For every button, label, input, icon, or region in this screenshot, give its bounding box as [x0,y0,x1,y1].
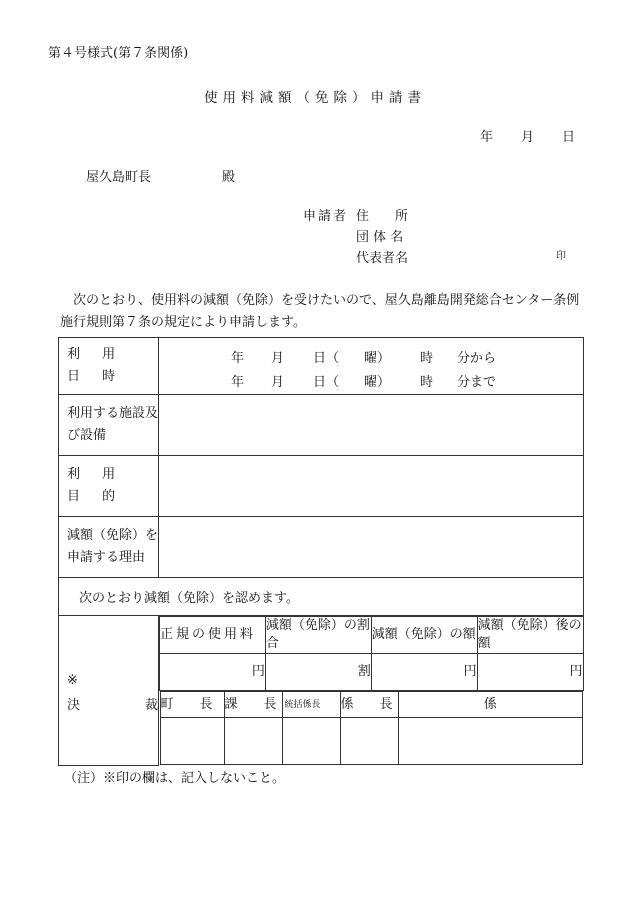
honorific: 殿 [222,170,236,185]
fee-unit-after[interactable]: 円 [477,654,583,691]
stamp-chief-supervisor[interactable] [282,718,340,765]
stamp-unit-chief[interactable] [340,718,398,765]
applicant-representative-label: 代表者名 [356,251,409,266]
applicant-address-label: 住 所 [356,209,409,224]
to-hour: 時 [420,375,434,390]
seal-mark: 印 [556,251,566,262]
purpose-row [59,456,584,517]
from-day: 日（ [313,351,340,366]
purpose-field[interactable] [159,456,584,517]
applicant-label: 申請者 [303,209,349,224]
facility-field[interactable] [159,395,584,456]
body-text: 次のとおり、使用料の減額（免除）を受けたいので、屋久島離島開発総合センター条例施行規則第７条の規定により申請します。 [60,293,580,330]
reason-row [59,517,584,578]
from-minute: 分から [457,351,497,366]
fee-header-regular: 正規の使用料 [160,617,266,654]
form-number: 第４号様式(第７条関係) [48,46,189,61]
decision-detail-cell [159,616,584,766]
date-year: 年 [480,130,494,145]
stamp-mayor[interactable] [160,718,224,765]
usage-datetime-cell[interactable] [159,338,584,395]
stamp-section-chief[interactable] [224,718,282,765]
fee-header-after: 減額（免除）後の額 [477,617,583,654]
reason-field[interactable] [159,517,584,578]
datetime-from-line [159,342,583,366]
usage-datetime-label: 利 用 日 時 [59,338,159,395]
fee-unit-amount[interactable]: 円 [371,654,477,691]
to-year: 年 [231,375,245,390]
to-month: 月 [271,375,285,390]
approver-section-chief: 課 長 [224,692,282,718]
decision-row [59,616,584,766]
purpose-label: 利 用 目 的 [59,456,159,517]
application-table [58,337,584,766]
to-minute: 分まで [457,375,497,390]
approver-chief-supervisor: 統括係長 [282,692,340,718]
fee-header-amount: 減額（免除）の額 [371,617,477,654]
from-hour: 時 [420,351,434,366]
reason-label: 減額（免除）を申請する理由 [59,517,159,578]
approver-table [160,691,584,765]
datetime-to-line [159,366,583,390]
from-month: 月 [271,351,285,366]
approval-text-row [59,578,584,616]
approver-unit-chief: 係 長 [340,692,398,718]
to-day: 日（ [313,375,340,390]
addressee: 屋久島町長 [86,170,152,185]
fee-unit-ratio[interactable]: 割 [265,654,371,691]
approval-text: 次のとおり減額（免除）を認めます。 [59,578,584,616]
fee-header-ratio: 減額（免除）の割合 [265,617,371,654]
footnote: （注）※印の欄は、記入しないこと。 [64,771,286,786]
date-day: 日 [562,130,576,145]
fee-unit-regular[interactable]: 円 [160,654,266,691]
decision-mark: ※ [67,673,78,688]
stamp-staff[interactable] [398,718,583,765]
fee-table [159,616,584,765]
facility-label: 利用する施設及び設備 [59,395,159,456]
applicant-organization-label: 団 体 名 [356,230,404,245]
decision-label: 決 裁 [67,698,159,713]
decision-label-cell [59,616,159,766]
document-title: 使用料減額（免除）申請書 [204,90,426,106]
date-month: 月 [521,130,535,145]
from-weekday: 曜） [364,351,391,366]
usage-datetime-row [59,338,584,395]
facility-row [59,395,584,456]
to-weekday: 曜） [364,375,391,390]
from-year: 年 [231,351,245,366]
approver-mayor: 町 長 [160,692,224,718]
approver-staff: 係 [398,692,583,718]
